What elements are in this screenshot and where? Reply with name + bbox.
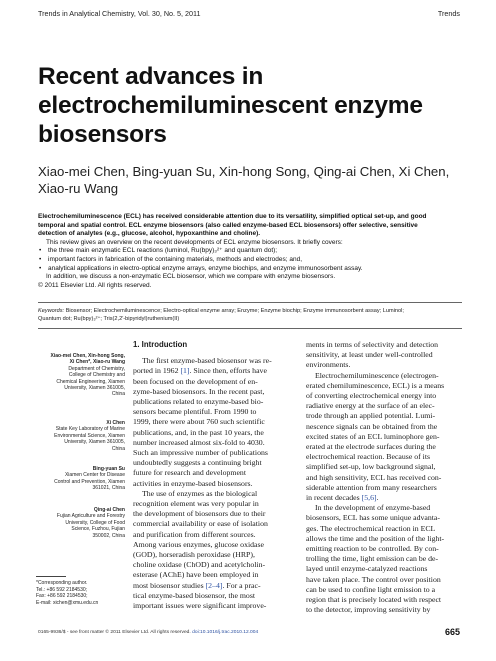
body-text-line: and high sensitivity, ECL has received con- <box>306 472 442 482</box>
page-footer <box>38 630 462 635</box>
abstract <box>38 213 462 290</box>
body-text-line: (GOD), horseradish peroxidase (HRP), <box>133 550 255 560</box>
correspondence <box>36 580 128 606</box>
body-text-line: have taken place. The control over position <box>306 574 441 584</box>
body-text-line: layed until enzyme-catalyzed reactions <box>306 564 428 574</box>
page-number: 665 <box>444 627 460 637</box>
keywords <box>38 307 462 323</box>
body-text-line: erated at the electrode surfaces during the <box>306 442 436 452</box>
body-text-line: Electrochemiluminescence (electrogen- <box>315 370 439 380</box>
affiliation-line: China <box>111 391 125 398</box>
affiliation-names: Xiao-mei Chen, Xin-hong Song, <box>50 353 125 359</box>
body-text-line: allows the time and the position of the light- <box>306 533 445 543</box>
correspondence-fax: Fax: +86 592 2184530; <box>36 593 88 600</box>
divider <box>38 302 462 303</box>
author-list <box>38 163 468 197</box>
abstract-copyright: © 2011 Elsevier Ltd. All rights reserved. <box>38 281 152 289</box>
abstract-bullet-item <box>38 265 462 274</box>
author-line: Xiao-ru Wang <box>38 181 119 196</box>
body-text-line: radiative energy at the surface of an elec- <box>306 401 435 411</box>
affiliation-line: Fujian Agriculture and Forestry <box>56 513 125 520</box>
affiliation-names: Xi Chen <box>106 420 125 426</box>
correspondence-tel: Tel.: +86 592 2184530; <box>36 586 88 593</box>
bullet-icon: • <box>39 264 42 272</box>
body-text-line: can be used to confine light emission to a <box>306 584 436 594</box>
body-text-line: biosensors, ECL has some unique advanta- <box>306 513 440 523</box>
abstract-addition: In addition, we discuss a non-enzymatic ECL biosensor, which we compare with enzyme biosensors. <box>46 273 336 281</box>
affiliation-line: Xiamen Center for Disease <box>64 472 125 479</box>
body-text-line: to the detector, improving sensitivity by <box>306 605 431 615</box>
body-text-line: publications related to enzyme-based bio- <box>133 397 264 407</box>
body-column-2 <box>306 340 456 615</box>
abstract-bullet-item <box>38 247 462 256</box>
body-text-line: commercial availability or ease of isolation <box>133 519 268 529</box>
body-text-line: In the development of enzyme-based <box>315 503 431 513</box>
body-text-line: sensors became plentiful. From 1990 to <box>133 407 257 417</box>
affiliation-line: Department of Chemistry, <box>68 365 125 372</box>
footer-doi-link[interactable]: doi:10.1016/j.trac.2010.12.004 <box>192 630 259 635</box>
body-text-line: publications, and, in the past 10 years, the <box>133 427 264 437</box>
divider <box>38 328 462 329</box>
abstract-bullet-text: analytical applications in electro-optical enzyme arrays, enzyme biochips, and enzyme immunosorbent assay. <box>48 264 363 272</box>
abstract-bullet-text: important factors in fabrication of the containing materials, methods and electrodes; and, <box>48 255 303 263</box>
bullet-icon: • <box>39 247 42 255</box>
abstract-lead-line: temporal and spatial control. ECL enzyme biosensors (also called enzyme-based ECL biosensors) offer selective, sensitive <box>38 221 418 229</box>
affiliation-names: Qing-ai Chen <box>93 507 125 513</box>
body-text-line: emitting reaction to be controlled. By con- <box>306 544 439 554</box>
body-text-line: zyme-based biosensors. In the recent past, <box>133 386 265 396</box>
keywords-line: Biosensor; Electrochemiluminescence; Electro-optical enzyme array; Enzyme; Enzyme biochip; Enzyme immunosorbent assay; Luminol; <box>65 308 404 314</box>
body-text-line: sensitivity, at least under well-controlled <box>306 350 433 360</box>
affiliation-line: Chemical Engineering, Xiamen <box>56 378 125 385</box>
body-text-line: environments. <box>306 360 351 370</box>
body-text-line: undoubtedly suggests a continuing bright <box>133 458 262 468</box>
citation-link[interactable]: [5,6] <box>361 493 377 503</box>
affiliation-names: Bing-yuan Su <box>92 466 125 472</box>
abstract-lead-line: detection of analytes (e.g., glucose, alcohol, hypoxanthine and choline). <box>38 230 261 238</box>
abstract-lead-line: Electrochemiluminescence (ECL) has received considerable attention due to its versatility, simplified optical set-up, and good <box>38 213 427 220</box>
body-text-line: and purification from different sources. <box>133 529 256 539</box>
body-text-line: Among various enzymes, glucose oxidase <box>133 539 265 549</box>
affiliation-line: 361021, China <box>92 485 125 492</box>
footer-copyright: 0165-9936/$ - see front matter © 2011 Elsevier Ltd. All rights reserved. <box>38 630 191 635</box>
affiliation-line: Environmental Science, Xiamen <box>54 432 125 439</box>
citation-link[interactable]: [1] <box>180 366 190 376</box>
affiliation-line: Control and Prevention, Xiamen <box>54 478 125 485</box>
body-text-line: future for research and development <box>133 468 247 478</box>
affiliation-line: College of Chemistry and <box>68 372 125 379</box>
correspondence-label: *Corresponding author. <box>36 580 88 586</box>
body-text-line: region that is precisely located with respect <box>306 595 442 605</box>
affiliation-block <box>36 353 125 398</box>
body-text-line: the development of biosensors due to their <box>133 509 266 519</box>
running-header-journal: Trends in Analytical Chemistry, Vol. 30, No. 5, 2011 <box>38 9 201 18</box>
abstract-bullet-item <box>38 256 462 265</box>
affiliation-line: 350002, China <box>92 532 125 539</box>
abstract-intro: This review gives an overview on the recent developments of ECL enzyme biosensors. It briefly covers: <box>46 238 343 246</box>
body-text-line: ments in terms of selectivity and detection <box>306 340 439 349</box>
running-header-section: Trends <box>437 9 460 18</box>
body-text-line: ported in 1962 [1]. Since then, efforts have <box>133 366 267 376</box>
body-text-line: trolling the time, light emission can be de- <box>306 554 439 564</box>
body-text-line: The first enzyme-based biosensor was re- <box>142 356 272 366</box>
affiliation-line: University, Xiamen 361005, <box>64 439 125 446</box>
body-text-line: tical enzyme-based biosensor, the most <box>133 590 256 600</box>
section-heading: 1. Introduction <box>133 340 188 349</box>
title-line: biosensors <box>38 121 167 148</box>
affiliation-block <box>36 420 125 452</box>
affiliation-block <box>36 507 125 539</box>
body-text-line: number increased almost six-fold to 4030. <box>133 437 265 447</box>
body-text-line: been focused on the development of en- <box>133 376 258 386</box>
body-text-line: trode through an applied potential. Lumi- <box>306 411 436 421</box>
title-line: electrochemiluminescent enzyme <box>38 92 423 119</box>
body-text-line: important issues were significant improve- <box>133 601 267 611</box>
body-text-line: simplified set-up, low background signal, <box>306 462 436 472</box>
body-text-line: The use of enzymes as the biological <box>142 488 258 498</box>
affiliation-line: State Key Laboratory of Marine <box>55 426 125 433</box>
body-text-line: 1999, there were about 760 such scientific <box>133 417 265 427</box>
body-text-line: siderable attention from many researchers <box>306 482 437 492</box>
affiliation-line: University, Xiamen 361005, <box>64 385 125 392</box>
keywords-line: Quantum dot; Ru(bpy)₃²⁺; Tris(2,2′-bipyridyl)ruthenium(II) <box>38 316 180 322</box>
affiliation-line: University, College of Food <box>65 519 125 526</box>
divider <box>36 576 66 577</box>
body-text-line: excited states of an ECL luminophore gen- <box>306 431 440 441</box>
correspondence-email[interactable]: E-mail: xichen@xmu.edu.cn <box>36 599 99 606</box>
body-text-line: esterase (AChE) have been employed in <box>133 570 259 580</box>
body-text-line: in recent decades [5,6]. <box>306 493 379 503</box>
abstract-bullets <box>38 247 462 273</box>
body-text-line: choline oxidase (ChOD) and acetylcholin- <box>133 560 266 570</box>
author-line: Xiao-mei Chen, Bing-yuan Su, Xin-hong Song, Qing-ai Chen, Xi Chen, <box>38 164 450 179</box>
body-text-line: of converting electrochemical energy into <box>306 391 437 401</box>
article-title <box>38 62 458 149</box>
affiliation-block <box>36 466 125 492</box>
body-text-line: Such an impressive number of publications <box>133 448 268 458</box>
keywords-label: Keywords: <box>38 308 65 314</box>
body-text-line: ges. The electrochemical reaction in ECL <box>306 523 436 533</box>
affiliation-names: Xi Chen*, Xiao-ru Wang <box>69 359 125 366</box>
body-text-line: erated chemiluminescence, ECL) is a means <box>306 380 445 390</box>
body-column-1 <box>133 340 283 611</box>
body-text-line: most biosensor studies [2–4]. For a prac- <box>133 580 261 590</box>
abstract-bullet-text: the three main enzymatic ECL reactions (luminol, Ru(bpy)₃²⁺ and quantum dot); <box>48 247 278 255</box>
body-text-line: activities in enzyme-based biosensors. <box>133 478 253 488</box>
body-text-line: electrochemical reaction. Because of its <box>306 452 431 462</box>
title-line: Recent advances in <box>38 63 264 90</box>
body-text-line: recognition element was very popular in <box>133 499 259 509</box>
bullet-icon: • <box>39 255 42 263</box>
affiliation-line: Science, Fuzhou, Fujian <box>71 526 125 533</box>
abstract-lead <box>38 213 462 239</box>
affiliation-line: China <box>111 445 125 452</box>
citation-link[interactable]: [2–4] <box>205 580 223 590</box>
body-text-line: nescence signals can be obtained from the <box>306 421 438 431</box>
